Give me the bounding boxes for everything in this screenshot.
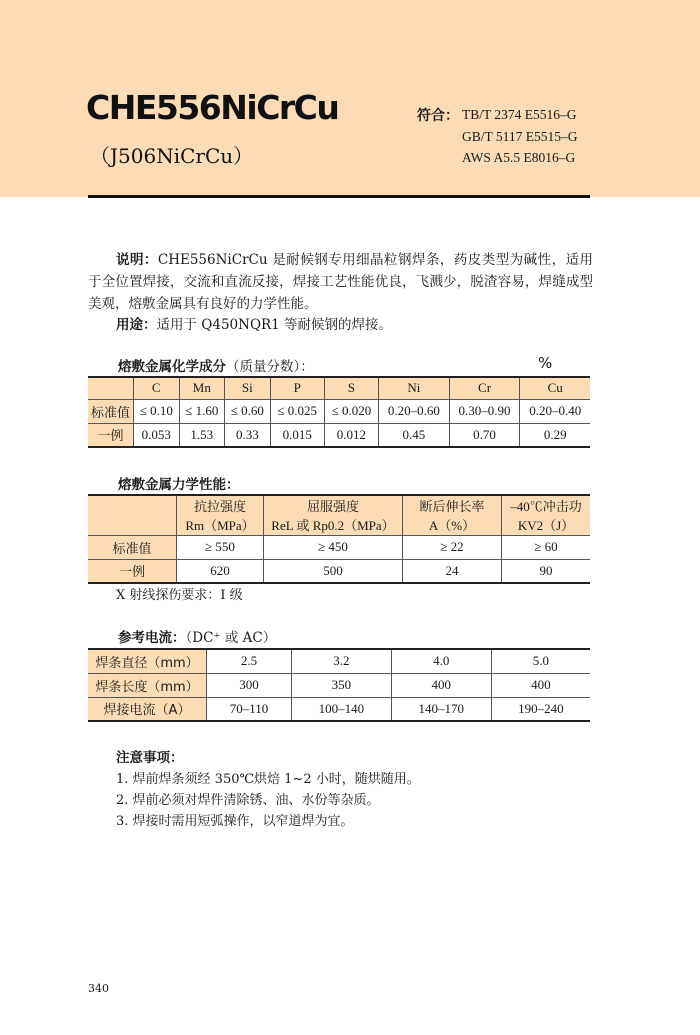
table-cell: 0.45 (379, 423, 450, 447)
column-header (403, 495, 502, 535)
table-cell: 100–140 (291, 697, 391, 721)
table-cell: 70–110 (207, 697, 292, 721)
note-item: 1. 焊前焊条须经 350℃烘焙 1~2 小时，随烘随用。 (116, 772, 420, 787)
chemistry-table (88, 376, 590, 448)
current-table (88, 648, 590, 722)
chemistry-unit: % (538, 354, 553, 372)
column-header: Mn (179, 377, 225, 399)
table-cell: 350 (291, 673, 391, 697)
column-header (264, 495, 403, 535)
column-header: Si (225, 377, 271, 399)
current-heading-text: 参考电流： (118, 630, 186, 646)
table-cell: 0.015 (270, 423, 324, 447)
row-label: 一例 (88, 559, 177, 583)
table-cell: 300 (207, 673, 292, 697)
mechanical-table (88, 494, 590, 584)
column-header-line: –40℃冲击功 (510, 499, 582, 515)
table-cell: 0.20–0.60 (379, 399, 450, 423)
table-cell: 24 (403, 559, 502, 583)
table-cell: 620 (177, 559, 264, 583)
table-cell: 0.012 (324, 423, 378, 447)
table-cell: ≥ 450 (264, 535, 403, 559)
standard-item: AWS A5.5 E8016–G (462, 150, 576, 165)
table-cell: ≤ 1.60 (179, 399, 225, 423)
table-cell: ≤ 0.60 (225, 399, 271, 423)
page-number: 340 (88, 982, 109, 995)
product-title: CHE556NiCrCu (86, 88, 339, 127)
row-label: 一例 (88, 423, 134, 447)
row-label: 焊条直径（mm） (88, 649, 207, 673)
table-cell: ≥ 60 (502, 535, 591, 559)
chemistry-heading (118, 355, 314, 375)
column-header: Ni (379, 377, 450, 399)
table-cell: 5.0 (491, 649, 590, 673)
table-corner-cell (88, 495, 177, 535)
column-header: C (134, 377, 180, 399)
description-text: CHE556NiCrCu 是耐候钢专用细晶粒钢焊条，药皮类型为碱性，适用于全位置焊接，交流和直流反接，焊接工艺性能优良，飞溅少，脱渣容易，焊缝成型美观，熔敷金属具有良好的力学性能。 (88, 252, 593, 312)
table-cell: 0.053 (134, 423, 180, 447)
table-row (88, 535, 590, 559)
table-cell: 3.2 (291, 649, 391, 673)
column-header-line: 屈服强度 (306, 499, 359, 515)
column-header: Cr (449, 377, 520, 399)
row-label: 标准值 (88, 399, 134, 423)
table-cell: 2.5 (207, 649, 292, 673)
table-cell: 140–170 (391, 697, 491, 721)
table-cell: ≥ 22 (403, 535, 502, 559)
column-header-line: KV2（J） (517, 518, 575, 534)
usage-text: 适用于 Q450NQR1 等耐候钢的焊接。 (156, 317, 393, 333)
xray-requirement: X 射线探伤要求：I 级 (116, 588, 243, 603)
table-cell: 90 (502, 559, 591, 583)
table-cell: 400 (491, 673, 590, 697)
standard-item: GB/T 5117 E5515–G (462, 128, 578, 144)
standards-list (462, 104, 578, 169)
column-header-line: Rm（MPa） (185, 518, 255, 534)
table-cell: ≥ 550 (177, 535, 264, 559)
current-heading (118, 626, 276, 646)
table-header-row (88, 495, 590, 535)
column-header-line: ReL 或 Rp0.2（MPa） (271, 518, 395, 534)
table-cell: ≤ 0.10 (134, 399, 180, 423)
table-cell: 0.20–0.40 (520, 399, 590, 423)
table-cell: 0.30–0.90 (449, 399, 520, 423)
mechanical-heading: 熔敷金属力学性能： (118, 477, 240, 493)
column-header: S (324, 377, 378, 399)
product-subtitle: （J506NiCrCu） (90, 144, 254, 168)
row-label: 标准值 (88, 535, 177, 559)
chemistry-heading-note: （质量分数）： (226, 359, 314, 375)
table-cell: 0.33 (225, 423, 271, 447)
column-header-line: 断后伸长率 (419, 499, 485, 515)
table-cell: 0.70 (449, 423, 520, 447)
row-label: 焊接电流（A） (88, 697, 207, 721)
table-cell: 500 (264, 559, 403, 583)
table-row (88, 697, 590, 721)
row-label: 焊条长度（mm） (88, 673, 207, 697)
table-row (88, 673, 590, 697)
table-row (88, 399, 590, 423)
table-header-row (88, 377, 590, 399)
column-header-line: A（%） (428, 518, 476, 534)
usage-label: 用途： (116, 317, 157, 333)
table-cell: ≤ 0.025 (270, 399, 324, 423)
column-header (502, 495, 591, 535)
chemistry-heading-text: 熔敷金属化学成分 (118, 359, 226, 375)
table-cell: 400 (391, 673, 491, 697)
column-header (177, 495, 264, 535)
current-heading-note: （DC⁺ 或 AC） (185, 630, 277, 646)
table-cell: ≤ 0.020 (324, 399, 378, 423)
column-header: P (270, 377, 324, 399)
column-header-line: 抗拉强度 (193, 499, 246, 515)
table-cell: 190–240 (491, 697, 590, 721)
table-cell: 4.0 (391, 649, 491, 673)
table-cell: 0.29 (520, 423, 590, 447)
usage-paragraph (88, 314, 593, 336)
table-row (88, 559, 590, 583)
header-divider (88, 195, 590, 198)
table-corner-cell (88, 377, 134, 399)
notes-heading: 注意事项： (116, 750, 184, 766)
conformance-label: 符合： (417, 108, 459, 124)
standard-item: TB/T 2374 E5516–G (462, 107, 577, 122)
note-item: 3. 焊接时需用短弧操作，以窄道焊为宜。 (116, 814, 354, 829)
table-row (88, 649, 590, 673)
description-label: 说明： (116, 252, 158, 268)
description-paragraph (88, 249, 593, 315)
table-row (88, 423, 590, 447)
note-item: 2. 焊前必须对焊件清除锈、油、水份等杂质。 (116, 793, 380, 808)
notes-section (116, 748, 420, 832)
column-header: Cu (520, 377, 590, 399)
table-cell: 1.53 (179, 423, 225, 447)
